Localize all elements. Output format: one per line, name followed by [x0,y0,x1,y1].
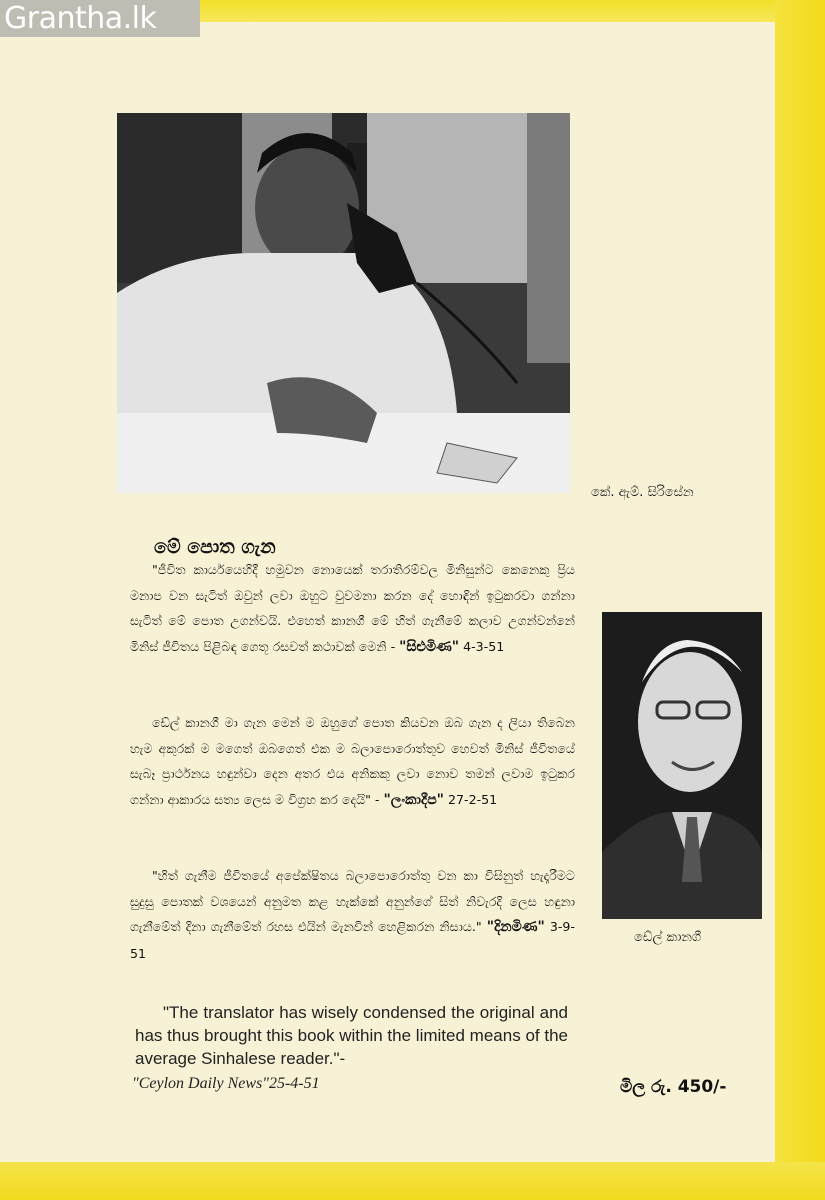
yellow-border-right [775,0,825,1200]
review-date: 4-3-51 [463,638,505,654]
review-text: "ජීවිත කාර්යයෙහිදී හමුවන නොයෙක් තරාතිරම්වල මිනිසුන්ට කෙනෙකු ප්‍රිය මනාප වන සැටිත් ඔවුන් ලවා ඔහුට වුවමනා කරන දේ හොඳින් ඉටුකරවා ගන්නා සැටිත් මේ පොත උගන්වයි. එහෙත් කානගී මේ හිත් ගැනීමේ කලාව උගන්වන්නේ මිනිස් ජීවිතය පිළිබඳ ගෙතූ රසවත් කථාවක් මෙනි - [130,562,575,654]
review-date: 27-2-51 [448,791,498,807]
review-text: "හිත් ගැනීම ජීවිතයේ අපේක්ෂිතය බලාපොරොත්තු වන කා විසිනුත් හැදෑරීමට සුදුසු පොතක් වශයෙන් අනුමත කළ හැක්කේ අනුන්ගේ සිත් නිවැරදි ලෙස හඳුනා ගැනීමේත් දිනා ගැනීමේත් රහස එයින් මැනවින් හෙළිකරන නිසාය." [130,868,575,934]
translator-photo [117,113,570,493]
review-paragraph-2 [130,710,575,813]
price-label: මිල රු. 450/- [620,1077,727,1097]
yellow-border-bottom [0,1162,825,1200]
author-photo [602,612,762,919]
review-text: ඩේල් කානගී මා ගැන මෙන් ම ඔහුගේ පොත කියවන ඔබ ගැන ද ලියා තිබෙන හැම අකුරක් ම මගෙත් ඔබගෙත් එක ම බලාපොරොත්තුව හෙවත් මිනිස් ජීවිතයේ සැබෑ ප්‍රාර්ථනය හඳුන්වා දෙන අතර එය අනිකකු ලවා නොව තමන් ලවාම ඉටුකර ගන්නා ආකාරය සත්‍ය ලෙස ම විග්‍රහ කර දෙයි" - [130,715,575,807]
review-paragraph-1 [130,557,575,660]
review-source: "දිනමිණ" [486,919,545,935]
review-source: "ලංකාදීප" [383,791,444,808]
translator-caption: කේ. ඇම්. සිරිසේන [591,485,694,500]
about-heading: මේ පොත ගැන [154,536,276,558]
review-source: "සිළුමිණ" [399,638,460,655]
review-paragraph-3 [130,863,575,966]
english-review-source: "Ceylon Daily News"25-4-51 [132,1075,320,1092]
author-caption: ඩේල් කානගී [634,930,702,945]
english-review-quote: "The translator has wisely condensed the original and has thus brought this book within the limited means of the average Sinhalese reader."- [135,1003,568,1068]
review-date: 3-9-51 [130,919,575,961]
site-watermark: Grantha.lk [0,0,200,37]
